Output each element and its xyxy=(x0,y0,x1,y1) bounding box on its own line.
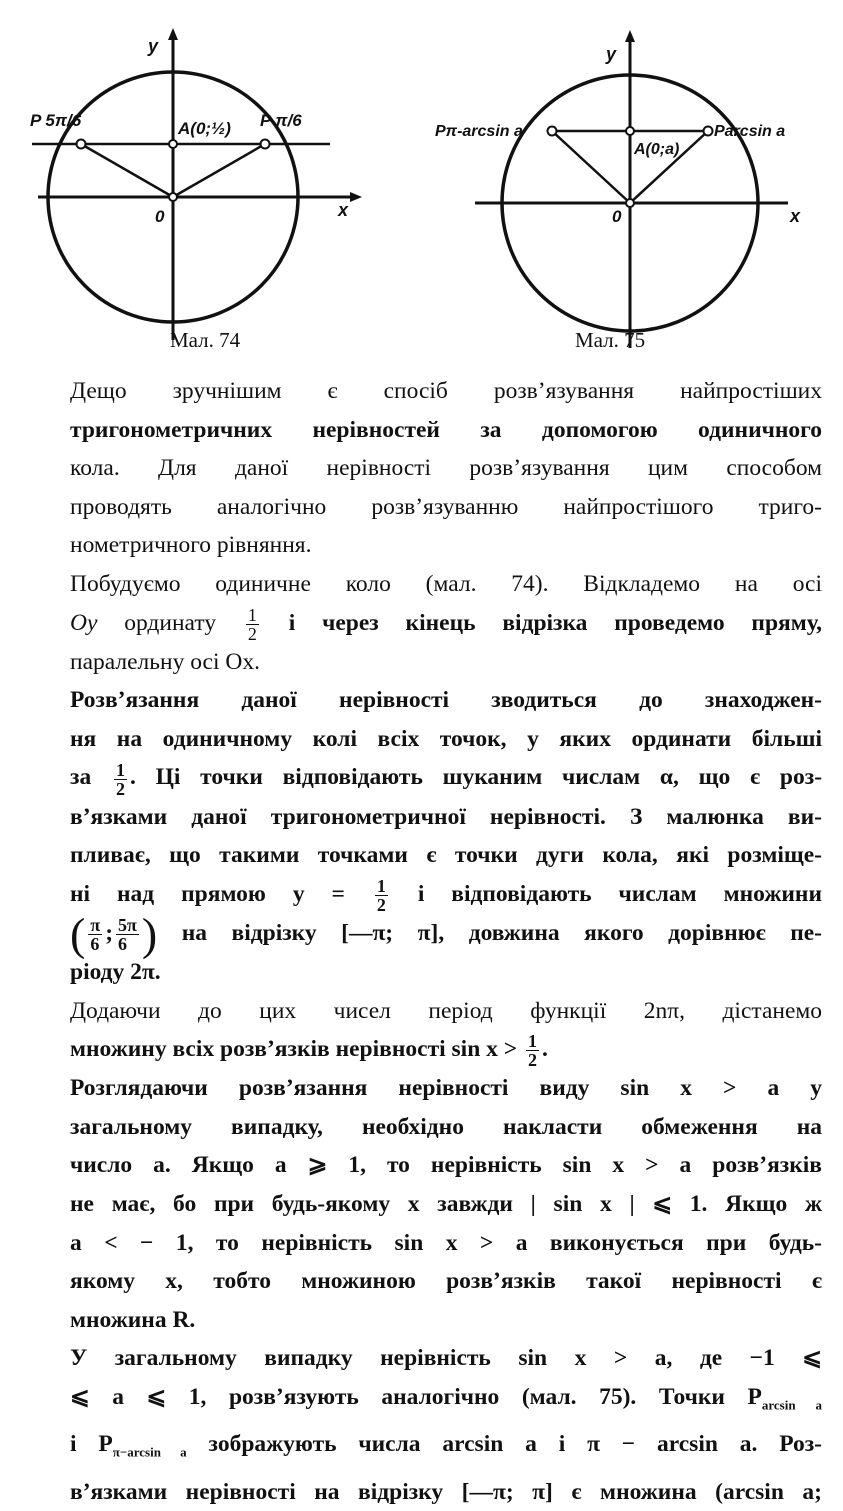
text-line: пливає, що такими точками є точки дуги кола, які розміще- xyxy=(70,842,822,869)
text-segment: ні над прямою y = xyxy=(70,880,345,907)
text-line: Додаючи до цих чисел період функції 2nπ, дістанемо xyxy=(70,997,822,1024)
x-axis-label: x xyxy=(338,200,349,220)
text-segment: ⩽ a ⩽ 1, розв’язують аналогічно (мал. 75). Точки P xyxy=(70,1384,762,1411)
fraction-half xyxy=(375,877,388,914)
point-right-label: Parcsin a xyxy=(714,123,786,140)
text-segment: і відповідають числам множини xyxy=(417,880,823,907)
text-segment: . Ці точки відповідають шуканим числам α, що є роз- xyxy=(129,764,823,791)
text-line: число a. Якщо a ⩾ 1, то нерівність sin x > a розв’язків xyxy=(70,1152,822,1179)
origin-label: 0 xyxy=(612,207,622,226)
point-right-label: P π/6 xyxy=(260,111,302,130)
denominator: 2 xyxy=(115,778,125,799)
numerator: 1 xyxy=(376,875,386,896)
text-segment: множину всіх розв’язків нерівності sin x > xyxy=(70,1036,518,1063)
numerator: 5π xyxy=(118,914,137,935)
text-line: Побудуємо одиничне коло (мал. 74). Відкладемо на осі xyxy=(70,570,822,597)
text-line xyxy=(70,604,822,643)
paragraph-4 xyxy=(70,992,822,1070)
denominator: 2 xyxy=(247,623,257,644)
subscript: π−arcsin a xyxy=(112,1444,187,1460)
text-segment: зображують числа arcsin a і π − arcsin a. Роз- xyxy=(208,1431,823,1458)
numerator: 1 xyxy=(247,604,257,625)
figure-75 xyxy=(435,30,820,350)
paragraph-5 xyxy=(70,1069,822,1339)
x-axis-label: x xyxy=(790,206,801,226)
text-line: множина R. xyxy=(70,1306,196,1333)
text-line: тригонометричних нерівностей за допомогою одиничного xyxy=(70,416,822,443)
point-left-label: P 5π/6 xyxy=(30,111,82,130)
text-line: ( $\frac{\pi}{6}$ ; $\frac{5\pi}{6}$ ) на відрізку [—π; π], довжина якого дорівнює пе- xyxy=(70,908,823,960)
text-line: Розглядаючи розв’язання нерівності виду sin x > a у xyxy=(70,1075,822,1102)
y-axis-label: y xyxy=(148,36,159,56)
body-text xyxy=(70,372,822,1511)
text-line xyxy=(70,1425,822,1472)
subscript: arcsin a xyxy=(761,1397,822,1413)
text-line: якому x, тобто множиною розв’язків такої нерівності є xyxy=(70,1268,822,1295)
numerator: 1 xyxy=(115,759,125,780)
point-a-label: A(0;a) xyxy=(634,141,680,158)
fraction-half xyxy=(246,606,259,643)
text-segment: на відрізку [—π; π], довжина якого дорівнює пе- xyxy=(181,919,823,946)
text-line: ріоду 2π. xyxy=(70,958,161,985)
point-left-label: Pπ-arcsin a xyxy=(435,123,523,140)
paragraph-3 xyxy=(70,681,822,991)
point-a-label: A(0;½) xyxy=(178,119,231,138)
text-line: Розв’язання даної нерівності зводиться до знаходжен- xyxy=(70,687,822,714)
text-line: множину всіх розв’язків нерівності sin x > $\frac{1}{2}$ . xyxy=(70,1031,548,1071)
figure-74 xyxy=(30,30,380,350)
y-axis-label: y xyxy=(606,44,617,64)
text-segment: і P xyxy=(70,1431,113,1458)
text-line xyxy=(70,1378,822,1425)
text-line: a < − 1, то нерівність sin x > a виконується при будь- xyxy=(70,1229,822,1256)
text-line: кола. Для даної нерівності розв’язування цим способом xyxy=(70,455,822,482)
numerator: π xyxy=(90,914,101,935)
numerator: 1 xyxy=(528,1031,538,1052)
denominator: 6 xyxy=(90,933,100,954)
axis-oy: Oy xyxy=(70,609,98,636)
paragraph-1 xyxy=(70,372,822,565)
denominator: 2 xyxy=(376,894,386,915)
text-line: У загальному випадку нерівність sin x > a, де −1 ⩽ xyxy=(70,1345,822,1372)
text-line: нометричного рівняння. xyxy=(70,532,312,559)
text-line: проводять аналогічно розв’язуванню найпростішого триго- xyxy=(70,493,822,520)
fraction-half xyxy=(526,1032,539,1069)
fraction-5pi-6 xyxy=(116,916,139,953)
figure-74-caption: Мал. 74 xyxy=(170,328,241,352)
paragraph-6 xyxy=(70,1339,822,1511)
text-line: в’язками нерівності на відрізку [—π; π] є множина (arcsin a; xyxy=(70,1478,822,1505)
text-segment: ординату xyxy=(124,609,217,636)
paragraph-2 xyxy=(70,565,822,681)
text-line: в’язками даної тригонометричної нерівності. З малюнка ви- xyxy=(70,803,822,830)
text-segment: і через кінець відрізка проведемо пряму, xyxy=(288,609,823,636)
denominator: 6 xyxy=(118,933,128,954)
separator: ; xyxy=(105,919,114,946)
text-line: загальному випадку, необхідно накласти обмеження на xyxy=(70,1113,822,1140)
fraction-half xyxy=(114,761,127,798)
text-line: паралельну осі Ox. xyxy=(70,648,260,675)
text-segment: за xyxy=(70,764,92,791)
text-line xyxy=(70,875,822,914)
text-line: Дещо зручнішим є спосіб розв’язування найпростіших xyxy=(70,378,822,404)
text-line: ня на одиничному колі всіх точок, у яких ординати більші xyxy=(70,725,822,752)
text-line xyxy=(70,758,822,797)
origin-label: 0 xyxy=(155,207,165,226)
text-line: не має, бо при будь-якому x завжди | sin x | ⩽ 1. Якщо ж xyxy=(70,1191,822,1218)
fraction-pi-6 xyxy=(88,916,102,953)
figure-75-caption: Мал. 75 xyxy=(575,328,646,352)
denominator: 2 xyxy=(528,1050,538,1071)
